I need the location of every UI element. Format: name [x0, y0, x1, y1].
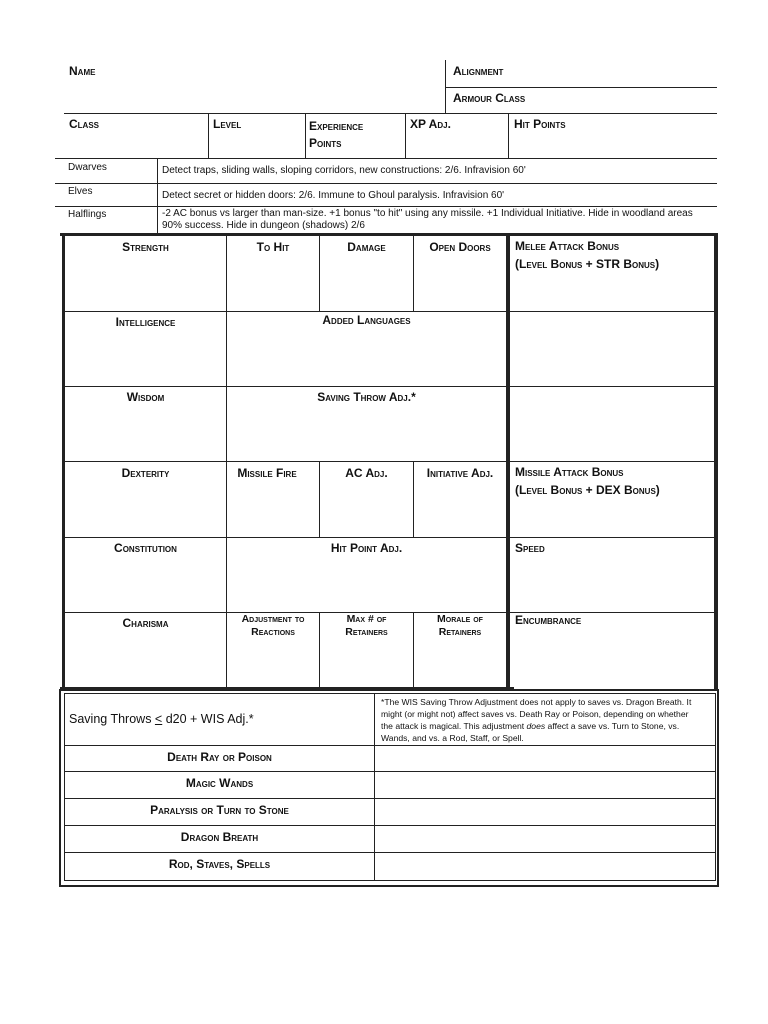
initiative-adj-label: Initiative Adj.	[426, 466, 494, 480]
missile-fire-label: Missile Fire	[237, 466, 297, 480]
points-line: Points	[309, 136, 342, 150]
intelligence-label: Intelligence	[115, 315, 176, 329]
note-line3	[381, 720, 715, 732]
wis-note	[381, 696, 715, 744]
melee-line1: Melee Attack Bonus	[515, 239, 620, 253]
class-label: Class	[69, 117, 100, 131]
divider	[55, 183, 717, 184]
title-post: d20 + WIS Adj.*	[162, 712, 254, 726]
experience-line: Experience	[309, 119, 364, 133]
race-elves: Elves	[68, 186, 93, 197]
divider	[64, 852, 715, 853]
race-dwarves-desc: Detect traps, sliding walls, sloping corridors, new constructions: 2/6. Infravision 60'	[162, 165, 526, 176]
charisma-label: Charisma	[122, 616, 169, 630]
morale-line2: Retainers	[438, 626, 482, 638]
damage-label: Damage	[347, 240, 386, 254]
xp-adj-label: XP Adj.	[410, 117, 451, 131]
added-languages-label: Added Languages	[322, 313, 411, 327]
save-magic-wands: Magic Wands	[185, 776, 254, 790]
divider	[64, 113, 717, 114]
note-line3-post: affect a save vs. Turn to Stone, vs.	[545, 721, 680, 731]
constitution-label: Constitution	[114, 541, 177, 555]
note-line3-pre: the attack is magical. This adjustment	[381, 721, 527, 731]
divider	[508, 113, 509, 158]
divider	[64, 745, 715, 746]
armour-class-label: Armour Class	[453, 91, 526, 105]
max-line2: Retainers	[345, 626, 388, 638]
adjustment-to-reactions-label	[227, 613, 319, 639]
ac-adj-label: AC Adj.	[345, 466, 388, 480]
divider	[55, 158, 717, 159]
save-death-ray: Death Ray or Poison	[167, 750, 272, 764]
level-label: Level	[213, 117, 242, 131]
saving-throws-title	[69, 712, 254, 726]
divider	[60, 233, 718, 236]
divider	[64, 461, 717, 462]
morale-line1: Morale of	[437, 613, 483, 625]
divider	[445, 87, 717, 88]
max-retainers-label	[320, 613, 413, 639]
saving-throw-adj-label: Saving Throw Adj.*	[317, 390, 416, 404]
note-line1: *The WIS Saving Throw Adjustment does not apply to saves vs. Dragon Breath. It	[381, 697, 692, 707]
open-doors-label: Open Doors	[429, 240, 491, 254]
race-dwarves: Dwarves	[68, 162, 107, 173]
divider	[305, 113, 306, 158]
divider	[64, 771, 715, 772]
alignment-label: Alignment	[453, 64, 504, 78]
experience-points-label	[309, 118, 363, 152]
strength-label: Strength	[122, 240, 169, 254]
divider	[208, 113, 209, 158]
note-line4: Wands, and vs. a Rod, Staff, or Spell.	[381, 733, 524, 743]
race-halflings: Halflings	[68, 209, 107, 220]
divider	[55, 206, 717, 207]
wisdom-label: Wisdom	[126, 390, 165, 404]
save-rod-staves-spells: Rod, Staves, Spells	[168, 857, 271, 871]
dexterity-label: Dexterity	[121, 466, 170, 480]
adjustment-line1: Adjustment to	[241, 613, 305, 625]
title-pre: Saving Throws	[69, 712, 155, 726]
note-line3-em: does	[526, 721, 546, 731]
race-halflings-desc-2: 90% success. Hide in dungeon (shadows) 2/6	[162, 220, 365, 231]
hit-points-label: Hit Points	[514, 117, 566, 131]
divider	[405, 113, 406, 158]
missile-attack-bonus-label	[515, 463, 660, 499]
missile-line2: (Level Bonus + DEX Bonus)	[515, 483, 660, 497]
divider	[64, 798, 715, 799]
title-symbol: <	[154, 712, 163, 726]
hit-point-adj-label: Hit Point Adj.	[330, 541, 403, 555]
missile-line1: Missile Attack Bonus	[515, 465, 624, 479]
to-hit-label: To Hit	[256, 240, 290, 254]
race-elves-desc: Detect secret or hidden doors: 2/6. Immune to Ghoul paralysis. Infravision 60'	[162, 190, 505, 201]
save-dragon-breath: Dragon Breath	[180, 830, 259, 844]
adjustment-line2: Reactions	[251, 626, 295, 638]
divider	[157, 158, 158, 233]
race-halflings-desc-1: -2 AC bonus vs larger than man-size. +1 bonus "to hit" using any missile. +1 Individual Initiative. Hide in woodland areas	[162, 208, 693, 219]
morale-label	[414, 613, 506, 639]
note-line2: might (or might not) affect saves vs. Death Ray or Poison, depending on whether	[381, 709, 689, 719]
divider	[64, 825, 715, 826]
save-paralysis: Paralysis or Turn to Stone	[150, 803, 289, 817]
divider	[64, 311, 717, 312]
name-label: Name	[69, 64, 96, 78]
encumbrance-label: Encumbrance	[515, 613, 582, 627]
melee-line2: (Level Bonus + STR Bonus)	[515, 257, 660, 271]
divider	[64, 386, 717, 387]
max-line1: Max # of	[346, 613, 387, 625]
divider	[64, 537, 717, 538]
speed-label: Speed	[515, 541, 545, 555]
melee-attack-bonus-label	[515, 237, 659, 273]
